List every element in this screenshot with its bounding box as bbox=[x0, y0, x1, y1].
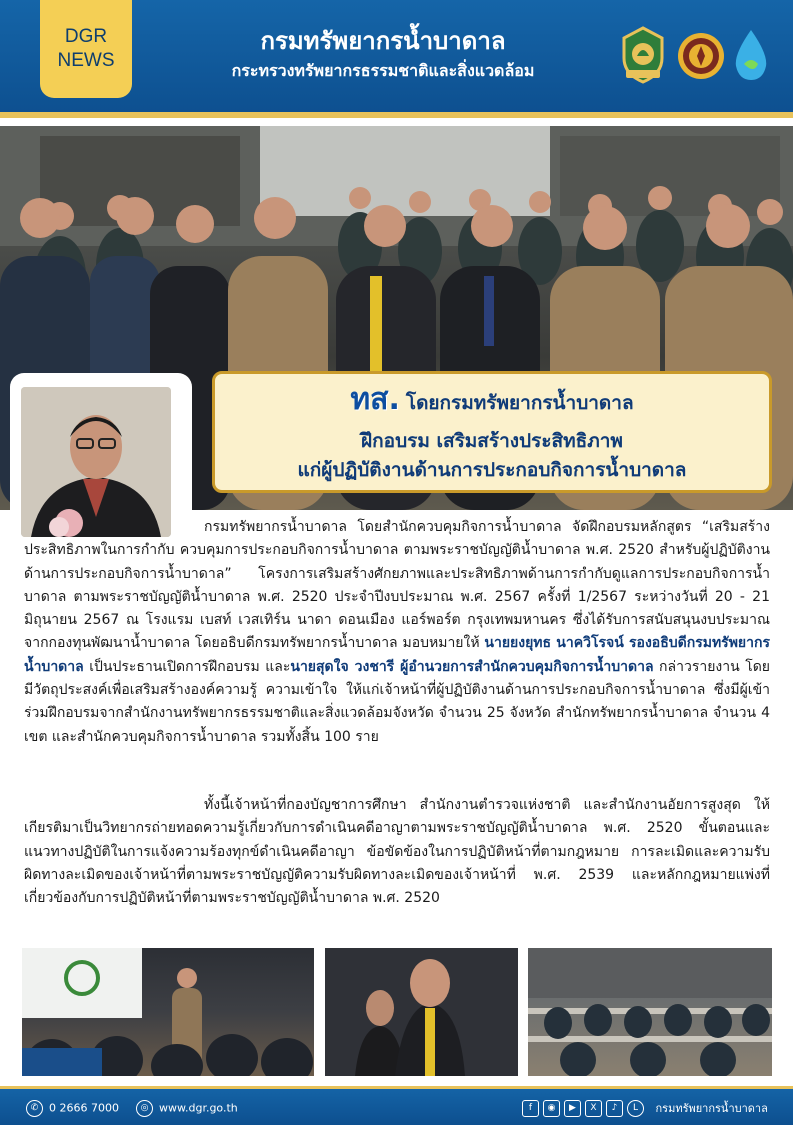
article-paragraph-2 bbox=[24, 794, 770, 944]
article-paragraph-1 bbox=[24, 516, 770, 786]
footer-website-text: www.dgr.go.th bbox=[159, 1101, 238, 1115]
headline-line2: ฝึกอบรม เสริมสร้างประสิทธิภาพ bbox=[361, 430, 623, 452]
event-photo-3 bbox=[528, 948, 772, 1076]
footer-phone[interactable] bbox=[26, 1100, 119, 1117]
headline-line1 bbox=[215, 382, 769, 417]
event-photo-2 bbox=[325, 948, 518, 1076]
header-banner bbox=[0, 0, 793, 118]
ministry-emblem-icon bbox=[618, 26, 668, 84]
tiktok-icon[interactable]: ♪ bbox=[606, 1100, 623, 1117]
badge-line1: DGR bbox=[64, 26, 108, 47]
footer-social-name: กรมทรัพยากรน้ำบาดาล bbox=[655, 1102, 768, 1115]
ministry-name: กระทรวงทรัพยากรธรรมชาติและสิ่งแวดล้อม bbox=[231, 61, 535, 80]
headline-line3: แก่ผู้ปฏิบัติงานด้านการประกอบกิจการน้ำบาดาล bbox=[297, 459, 687, 481]
headline-tag: ทส. bbox=[350, 382, 400, 417]
p1-name-deputy: นายยงยุทธ นาควิโรจน์ รองอธิบดีกรมทรัพยากรน้ำบาดาล bbox=[24, 635, 770, 675]
headline-box bbox=[212, 371, 772, 493]
footer-bar bbox=[0, 1086, 793, 1125]
phone-icon: ✆ bbox=[26, 1100, 43, 1117]
p1-text-a: กรมทรัพยากรน้ำบาดาล โดยสำนักควบคุมกิจการน้ำบาดาล จัดฝึกอบรมหลักสูตร “เสริมสร้างประสิทธิภาพในการกำกับ ควบคุมการประกอบกิจการน้ำบาดาล ตามพระราชบัญญัติน้ำบาดาล พ.ศ. 2520 สำหรับผู้ปฏิบัติงานด้านการประกอบกิจการน้ำบาดาล” โครงการเสริมสร้างศักยภาพและประสิทธิภาพด้านการกำกับดูแลการประกอบกิจการน้ำบาดาล ตามพระราชบัญญัติน้ำบาดาล พ.ศ. 2520 ประจำปีงบประมาณ พ.ศ. 2567 ครั้งที่ 1/2567 ระหว่างวันที่ 20 - 21 มิถุนายน 2567 ณ โรงแรม เบสท์ เวสเทิร์น นาดา ดอนเมือง แอร์พอร์ต กรุงเทพมหานคร ซึ่งได้รับการสนับสนุนงบประมาณจากกองทุนพัฒนาน้ำบาดาล โดยอธิบดีกรมทรัพยากรน้ำบาดาล มอบหมายให้ bbox=[24, 519, 770, 652]
org-name: กรมทรัพยากรน้ำบาดาล bbox=[260, 27, 506, 55]
water-drop-logo-icon bbox=[730, 26, 772, 84]
footer-website[interactable] bbox=[136, 1100, 238, 1117]
badge-line2: NEWS bbox=[57, 50, 115, 71]
dgr-seal-icon bbox=[676, 26, 726, 84]
headline-line1-text: โดยกรมทรัพยากรน้ำบาดาล bbox=[405, 392, 634, 414]
social-links bbox=[522, 1099, 768, 1117]
line-icon[interactable]: L bbox=[627, 1100, 644, 1117]
event-photo-1 bbox=[22, 948, 314, 1076]
facebook-icon[interactable]: f bbox=[522, 1100, 539, 1117]
p1-text-b: เป็นประธานเปิดการฝึกอบรม และ bbox=[83, 658, 291, 675]
x-icon[interactable]: X bbox=[585, 1100, 602, 1117]
youtube-icon[interactable]: ▶ bbox=[564, 1100, 581, 1117]
instagram-icon[interactable]: ◉ bbox=[543, 1100, 560, 1117]
footer-phone-text: 0 2666 7000 bbox=[49, 1101, 119, 1115]
dgr-news-badge bbox=[40, 0, 132, 98]
inset-portrait-photo bbox=[21, 387, 171, 537]
p1-name-director: นายสุดใจ วงชารี ผู้อำนวยการสำนักควบคุมกิจการน้ำบาดาล bbox=[290, 658, 654, 675]
p1-text-c: กล่าวรายงาน โดยมีวัตถุประสงค์เพื่อเสริมสร้างองค์ความรู้ ความเข้าใจ ให้แก่เจ้าหน้าที่ผู้ปฏิบัติงานด้านการประกอบกิจการน้ำบาดาล ซึ่งมีผู้เข้าร่วมฝึกอบรมจากสำนักงานทรัพยากรธรรมชาติและสิ่งแวดล้อมจังหวัด จำนวน 25 จังหวัด สำนักทรัพยากรน้ำบาดาล จำนวน 4 เขต และสำนักควบคุมกิจการน้ำบาดาล รวมทั้งสิ้น 100 ราย bbox=[24, 658, 771, 745]
globe-icon: ◎ bbox=[136, 1100, 153, 1117]
p2-text: ทั้งนี้เจ้าหน้าที่กองบัญชาการศึกษา สำนักงานตำรวจแห่งชาติ และสำนักงานอัยการสูงสุด ให้เกียรติมาเป็นวิทยากรถ่ายทอดความรู้เกี่ยวกับการดำเนินคดีอาญาตามพระราชบัญญัติน้ำบาดาล พ.ศ. 2520 ขั้นตอนและแนวทางปฏิบัติในการแจ้งความร้องทุกข์ดำเนินคดีอาญา ข้อขัดข้องในการปฏิบัติหน้าที่ตามกฎหมาย การละเมิดและความรับผิดทางละเมิดของเจ้าหน้าที่ตามพระราชบัญญัติความรับผิดทางละเมิดของเจ้าหน้าที่ พ.ศ. 2539 และหลักกฎหมายแพ่งที่เกี่ยวข้องกับการปฏิบัติหน้าที่ตามพระราชบัญญัติน้ำบาดาล พ.ศ. 2520 bbox=[24, 797, 770, 907]
